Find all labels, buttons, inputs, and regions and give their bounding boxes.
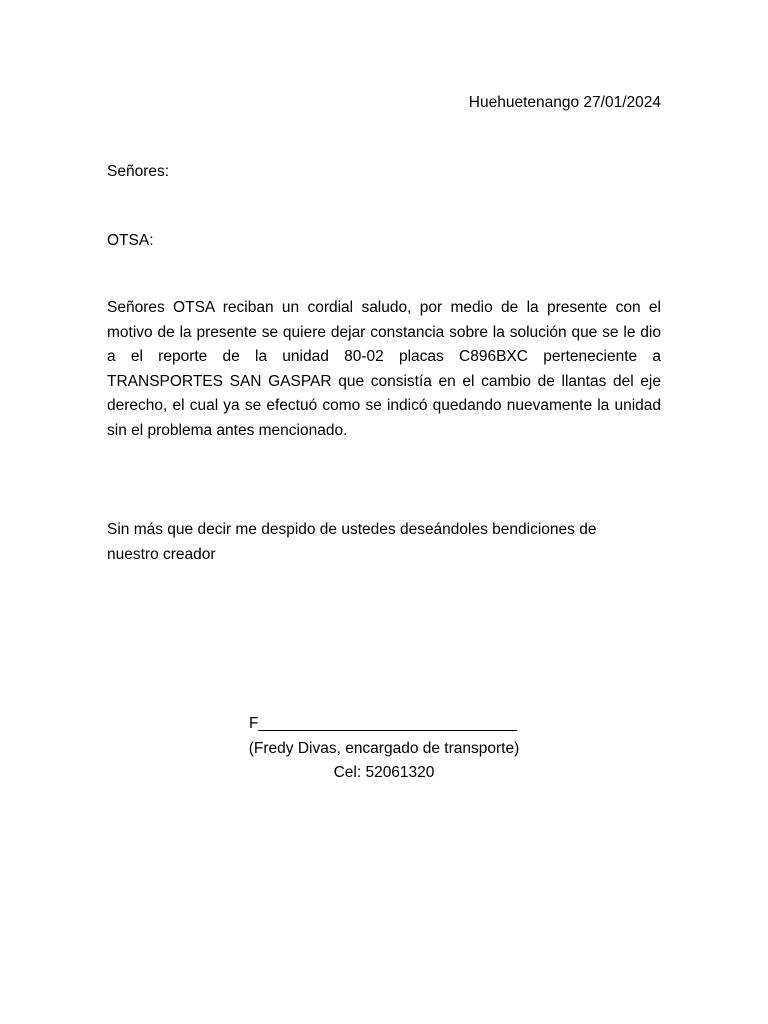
place-date: Huehuetenango 27/01/2024 (468, 94, 661, 111)
recipient: OTSA: (107, 232, 154, 249)
signature-line: F______________________________ (249, 715, 518, 732)
signer-name-role: (Fredy Divas, encargado de transporte) (248, 739, 520, 757)
salutation: Señores: (107, 163, 170, 180)
closing-paragraph: Sin más que decir me despido de ustedes deseándoles bendiciones de nuestro creador (107, 521, 597, 563)
body-paragraph: Señores OTSA reciban un cordial saludo, por medio de la presente con el motivo de la presente se quiere dejar constancia sobre la solución que se le dio a el reporte de la unidad 80-02 placas C896BXC perteneciente a TRANSPORTES SAN GASPAR que consistía en el cambio de llantas del eje derecho, el cual ya se efectuó como se indicó quedando nuevamente la unidad sin el problema antes mencionado. (107, 299, 661, 439)
signature-block (234, 712, 534, 786)
signer-phone: Cel: 52061320 (333, 764, 435, 781)
